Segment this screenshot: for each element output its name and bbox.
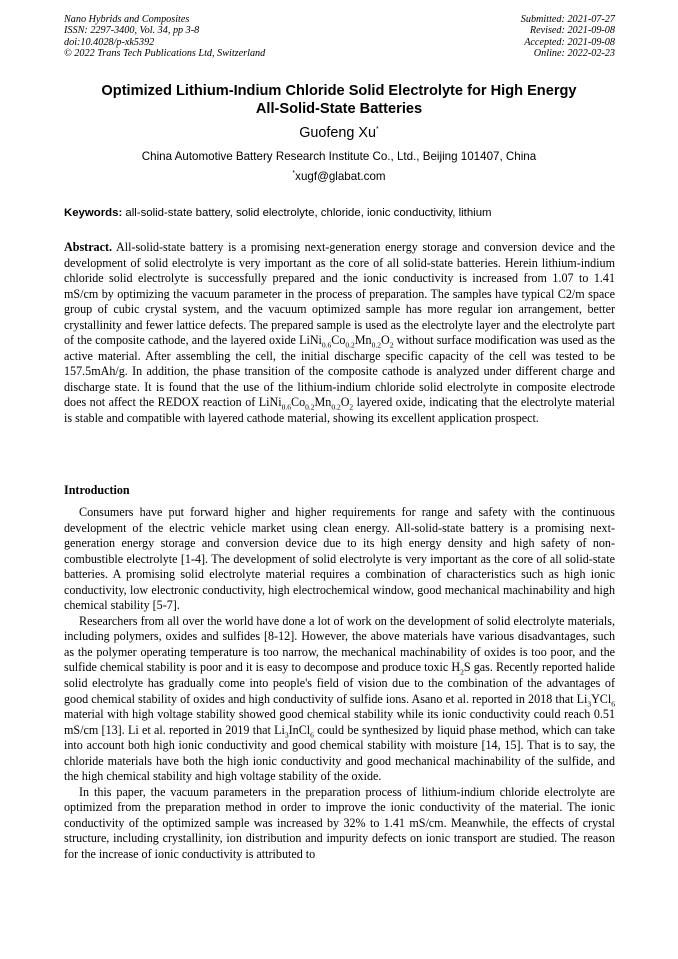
formula-element: YCl [591, 691, 612, 706]
intro-paragraph-1: Consumers have put forward higher and higher requirements for range and safety with the continuous development of the electric vehicle market using clean energy. All-solid-state battery is a promising next-generation energy storage and conversion device due to its high energy density and high safety of non-combustible electrolyte [1-4]. The development of solid electrolyte is very important as the core of all solid-state batteries. A promising solid electrolyte material requires a combination of characteristics such as high ionic conductivity, low electronic conductivity, high electrochemical window, good mechanical machinability and high chemical stability [5-7]. [64, 505, 615, 613]
formula-sub: 6 [310, 730, 314, 740]
formula-sub: 0.6 [281, 402, 291, 412]
abstract-text-1: All-solid-state battery is a promising next-generation energy storage and conversion device and the development of solid electrolyte is very important as the core of all solid-state batteries. Herein lithium-indium chloride solid electrolyte is successfully prepared and the ionic conductivity is increased from 1.07 to 1.41 mS/cm by optimizing the vacuum parameter in the process of preparation. The samples have typical C2/m space group of cubic crystal system, and the vacuum optimized sample has more regular ion arrangement, better crystallinity and fewer lattice defects. The prepared sample is used as the electrolyte layer and the electrolyte part of the composite cathode, and the layered oxide LiNi [64, 240, 615, 348]
author-email [0, 170, 678, 184]
formula-sub: 0.2 [305, 402, 315, 412]
email-address: xugf@glabat.com [295, 170, 386, 183]
formula-sub: 3 [587, 698, 592, 708]
author-name: Guofeng Xu [299, 125, 377, 141]
intro-p2-text-d: could be synthesized by liquid phase method, which can take into account both high ionic conductivity and good chemical stability with moisture [14, 15]. That is to say, the chloride materials have both the high ionic conductivity and good mechanical machinability of the sulfide, and the high chemical stability and high voltage stability of the oxide. [64, 722, 615, 784]
journal-header-left [64, 14, 265, 60]
intro-p2-text-a: Researchers from all over the world have done a lot of work on the development of solid electrolyte materials, including polymers, oxides and sulfides [8-12]. However, the above materials have various disadvantages, such as the polymer operating temperature is too narrow, the mechanical machinability of oxides is too poor, and the sulfide chemical stability is poor and it is easy to decompose and produce toxic H [64, 613, 615, 675]
online-date: Online: 2022-02-23 [533, 48, 615, 60]
section-heading-introduction: Introduction [64, 483, 130, 497]
title-line-1: Optimized Lithium-Indium Chloride Solid Electrolyte for High Energy [101, 83, 577, 99]
paper-title [40, 83, 638, 118]
introduction-body [64, 505, 615, 863]
abstract-paragraph [64, 240, 615, 427]
intro-paragraph-2 [64, 614, 615, 785]
keywords-text: all-solid-state battery, solid electrolyte, chloride, ionic conductivity, lithium [122, 207, 492, 219]
formula-sub: 2 [349, 402, 354, 412]
revised-date: Revised: 2021-09-08 [529, 25, 615, 37]
formula-element: Co [291, 395, 306, 410]
formula-sub: 2 [460, 667, 464, 677]
formula-element: Co [331, 333, 346, 348]
doi: doi:10.4028/p-xk5392 [64, 36, 155, 48]
author [0, 124, 678, 142]
copyright: © 2022 Trans Tech Publications Ltd, Switzerland [64, 48, 266, 60]
submitted-date: Submitted: 2021-07-27 [520, 14, 615, 25]
formula-element: Mn [354, 333, 372, 348]
issn-volume: ISSN: 2297-3400, Vol. 34, pp 3-8 [64, 25, 200, 37]
intro-p2-text-c: material with high voltage stability showed good chemical stability while its ionic conductivity could reach 0.51 mS/cm [13]. Li et al. reported in 2019 that Li [64, 707, 615, 737]
journal-name: Nano Hybrids and Composites [64, 14, 190, 25]
intro-p2-text-b: S gas. Recently reported halide solid electrolyte has gradually come into people's field of vision due to the combination of the advantages of good chemical stability of oxides and high conductivity of sulfide ions. Asano et al. reported in 2018 that Li [64, 660, 615, 706]
formula-sub: 0.2 [331, 402, 341, 412]
formula-element: Mn [314, 395, 332, 410]
intro-paragraph-3: In this paper, the vacuum parameters in the preparation process of lithium-indium chloride electrolyte are optimized from the preparation method in order to improve the ionic conductivity of the material. The ionic conductivity of the optimized sample was increased by 32% to 1.41 mS/cm. Meanwhile, the effects of crystal structure, including crystallinity, ion distribution and impurity defects on ionic transport are studied. The reason for the increase of ionic conductivity is attributed to [64, 784, 615, 862]
journal-header-right [521, 14, 615, 60]
formula-sub: 6 [611, 698, 615, 708]
formula-element: InCl [288, 722, 311, 737]
formula-sub: 0.2 [371, 340, 381, 350]
formula-sub: 0.6 [321, 340, 332, 350]
accepted-date: Accepted: 2021-09-08 [524, 36, 615, 48]
formula-sub: 2 [389, 340, 394, 350]
formula-element: O [380, 333, 390, 348]
abstract-text-2: without surface modification was used as the active material. After assembling the cell, the initial discharge specific capacity of the cell was tested to be 157.5mAh/g. In addition, the phase transition of the composite cathode is analyzed under different charge and discharge state. It is found that the use of the lithium-indium chloride solid electrolyte in composite electrode does not affect the REDOX reaction of LiNi [64, 333, 616, 410]
formula-element: O [340, 395, 350, 410]
formula-sub: 0.2 [345, 340, 355, 350]
author-mark: * [376, 126, 379, 134]
formula-sub: 3 [284, 730, 289, 740]
abstract-label: Abstract. [64, 240, 113, 254]
keywords [64, 206, 616, 220]
keywords-label: Keywords: [64, 207, 123, 219]
email-mark: * [292, 170, 296, 178]
title-line-2: All-Solid-State Batteries [255, 100, 423, 117]
abstract [64, 240, 615, 427]
abstract-text-3: layered oxide, indicating that the electrolyte material is stable and compatible with layered cathode material, showing its excellent application prospect. [64, 395, 615, 426]
affiliation: China Automotive Battery Research Institute Co., Ltd., Beijing 101407, China [141, 150, 537, 163]
